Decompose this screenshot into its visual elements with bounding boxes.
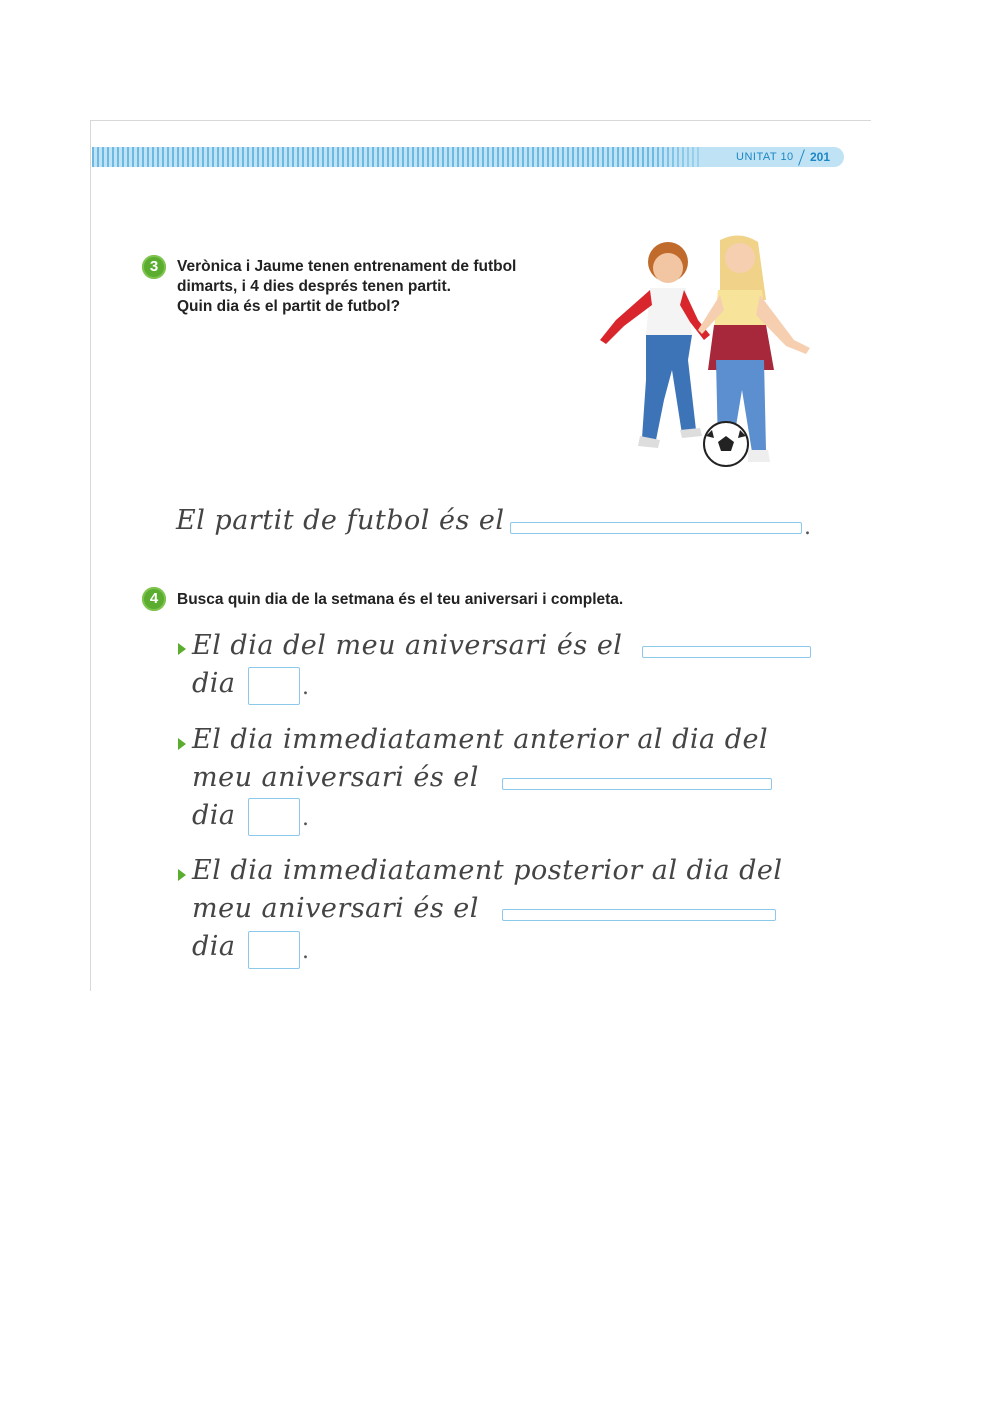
exercise-3-line-3: Quin dia és el partit de futbol? [177,298,401,315]
exercise-3-number: 3 [142,255,166,279]
item-3-line-3: dia [192,931,236,962]
exercise-3-line-1: Verònica i Jaume tenen entrenament de futbol [177,258,517,275]
item-1-line-2: dia [192,668,236,699]
item-3-weekday-field[interactable] [502,909,776,921]
item-2-day-number-box[interactable] [248,798,300,836]
item-3-line-2: meu aniversari és el [192,893,479,924]
item-3-bullet-icon [178,869,186,881]
item-2-period: . [302,806,309,831]
item-3-day-number-box[interactable] [248,931,300,969]
unit-label: UNITAT 10 [736,151,794,163]
item-1-bullet-icon [178,643,186,655]
item-2-bullet-icon [178,738,186,750]
exercise-3-statement [177,257,516,317]
item-3-period: . [302,939,309,964]
item-2-line-1: El dia immediatament anterior al dia del [192,724,769,755]
exercise-4-statement: Busca quin dia de la setmana és el teu aniversari i completa. [177,591,624,608]
item-2-weekday-field[interactable] [502,778,772,790]
children-playing-football-image [580,230,812,475]
header-bar [92,147,844,167]
item-1-period: . [302,675,309,700]
item-2-line-3: dia [192,800,236,831]
item-1-line-1: El dia del meu aniversari és el [192,630,623,661]
exercise-3-answer-period: . [804,515,811,540]
exercise-3-line-2: dimarts, i 4 dies després tenen partit. [177,278,451,295]
exercise-3-answer-field[interactable] [510,522,802,534]
exercise-3-answer-prefix: El partit de futbol és el [176,505,505,536]
item-1-weekday-field[interactable] [642,646,811,658]
exercise-4-number: 4 [142,587,166,611]
item-2-line-2: meu aniversari és el [192,762,479,793]
page-number: 201 [810,150,831,164]
header-stripes [92,147,702,167]
item-1-day-number-box[interactable] [248,667,300,705]
item-3-line-1: El dia immediatament posterior al dia del [192,855,783,886]
